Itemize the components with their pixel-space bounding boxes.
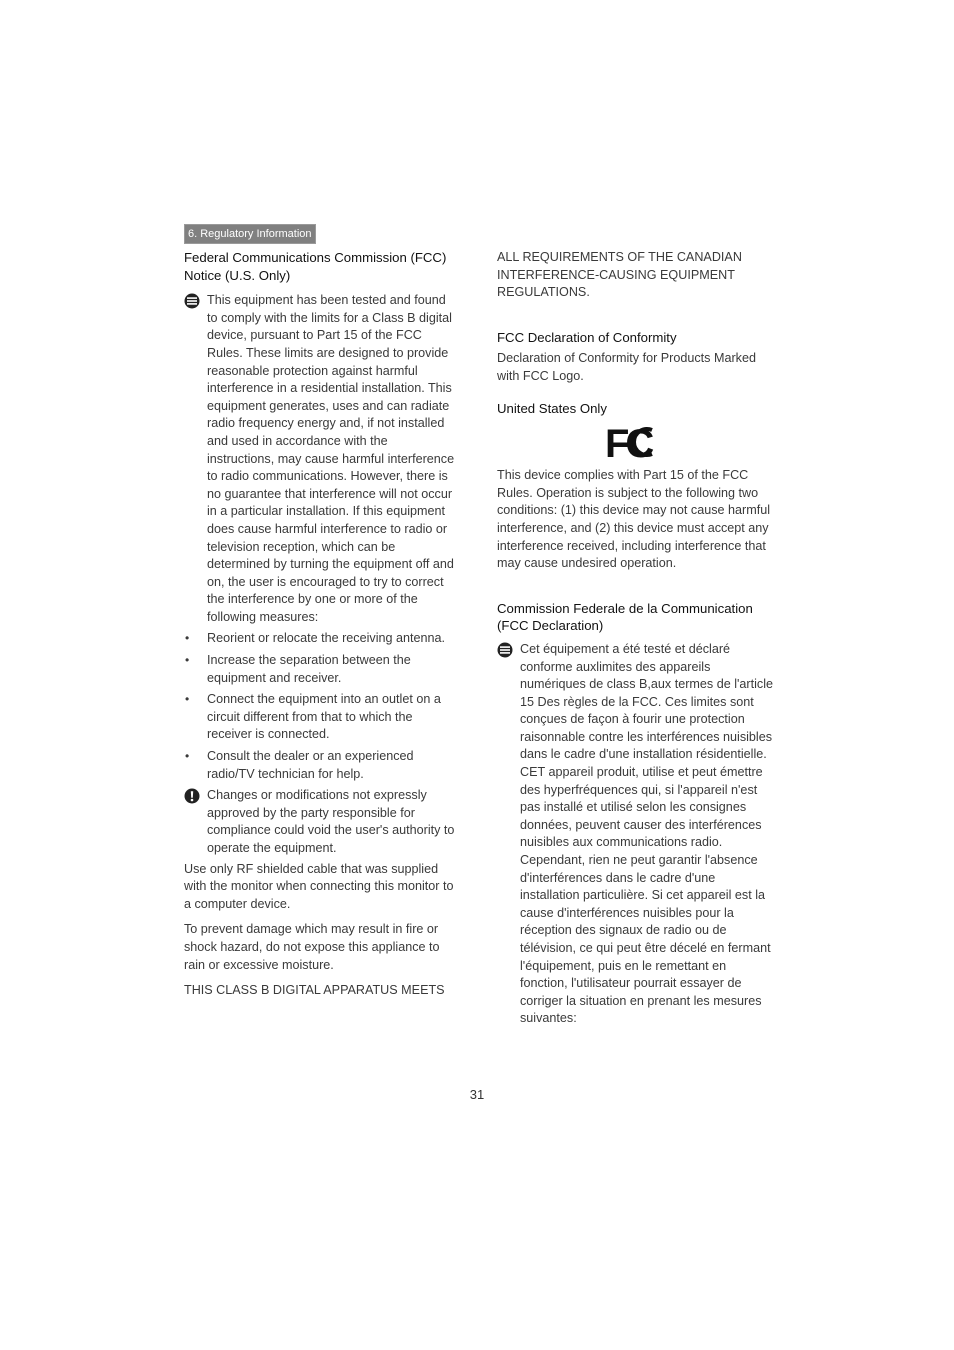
right-column	[497, 249, 773, 1028]
damage-paragraph: To prevent damage which may result in fire or shock hazard, do not expose this appliance to rain or excessive moisture.	[184, 922, 440, 972]
fcc-notice-heading: Federal Communications Commission (FCC) Notice (U.S. Only)	[184, 250, 447, 283]
bullet-icon: •	[185, 692, 190, 707]
us-only-heading: United States Only	[497, 400, 607, 416]
list-item: • Increase the separation between the equipment and receiver.	[185, 653, 411, 685]
french-note-item	[497, 641, 773, 1028]
fcc-logo-text: FC	[605, 422, 651, 464]
bullet-icon: •	[185, 749, 190, 764]
note-text: This equipment has been tested and found to comply with the limits for a Class B digital device, pursuant to Part 15 of the FCC Rules. These limits are designed to provide reasonable protection against harmful interference in a residential installation. This equipment generates, uses and can radiate radio frequency energy and, if not installed and used in accordance with the instructions, may cause harmful interference to radio communications. However, there is no guarantee that interference will not occur in a particular installation. If this equipment does cause harmful interference to radio or television reception, which can be determined by turning the equipment off and on, the user is encouraged to try to correct the interference by one or more of the following measures:	[207, 293, 455, 624]
french-paragraph-1: Cet équipement a été testé et déclaré conforme auxlimites des appareils numériques de class B,aux termes de l'article 15 Des règles de la FCC. Ces limites sont conçues de façon à fourir une protection raisonnable contre les interférences nuisibles dans le cadre d'une installation résidentielle.	[520, 641, 773, 762]
list-item: • Consult the dealer or an experienced radio/TV technician for help.	[185, 749, 414, 781]
class-b-paragraph: THIS CLASS B DIGITAL APPARATUS MEETS	[184, 983, 445, 998]
bullet-icon: •	[185, 653, 190, 668]
list-item: • Reorient or relocate the receiving antenna.	[184, 630, 456, 648]
conformity-heading: FCC Declaration of Conformity	[497, 329, 677, 345]
page-number: 31	[469, 1087, 485, 1102]
left-column	[184, 249, 456, 1000]
warning-text: Changes or modifications not expressly approved by the party responsible for compliance could void the user's authority to operate the equipment.	[207, 788, 455, 855]
french-paragraph-3: Cependant, rien ne peut garantir l'absence d'interférences dans le cadre d'une installation particulière. Si cet appareil est la cause d'interférences nuisibles pour la réception des signaux de radio ou de télévision, ce qui peut être décelé en fermant l'équipement, puis en le remettant en fonction, l'utilisateur pourrait essayer de corriger la situation en prenant les mesures suivantes:	[520, 853, 771, 1026]
note-icon	[497, 642, 513, 658]
french-heading: Commission Federale de la Communication (FCC Declaration)	[497, 600, 753, 634]
fcc-logo	[605, 421, 661, 463]
note-item	[184, 292, 456, 626]
list-item: • Connect the equipment into an outlet on a circuit different from that to which the receiver is connected.	[185, 692, 441, 742]
section-tag: 6. Regulatory Information	[184, 224, 316, 244]
note-icon	[184, 293, 200, 309]
conformity-paragraph: Declaration of Conformity for Products Marked with FCC Logo.	[497, 351, 756, 383]
french-paragraph-2: CET appareil produit, utilise et peut émettre des hyperfréquences qui, si l'appareil n'est pas installé et utilisé selon les consignes données, peuvent causer des interférences nuisibles aux communications radio.	[520, 765, 763, 850]
warning-icon	[184, 788, 200, 804]
cable-paragraph: Use only RF shielded cable that was supplied with the monitor when connecting this monitor to a computer device.	[184, 861, 454, 911]
measures-list	[184, 630, 456, 783]
warning-item	[184, 787, 456, 857]
canadian-paragraph: ALL REQUIREMENTS OF THE CANADIAN INTERFERENCE-CAUSING EQUIPMENT REGULATIONS.	[497, 250, 742, 300]
bullet-icon: •	[185, 631, 190, 646]
complies-paragraph: This device complies with Part 15 of the FCC Rules. Operation is subject to the following two conditions: (1) this device may not cause harmful interference, and (2) this device must accept any interference received, including interference that may cause undesired operation.	[497, 468, 770, 571]
